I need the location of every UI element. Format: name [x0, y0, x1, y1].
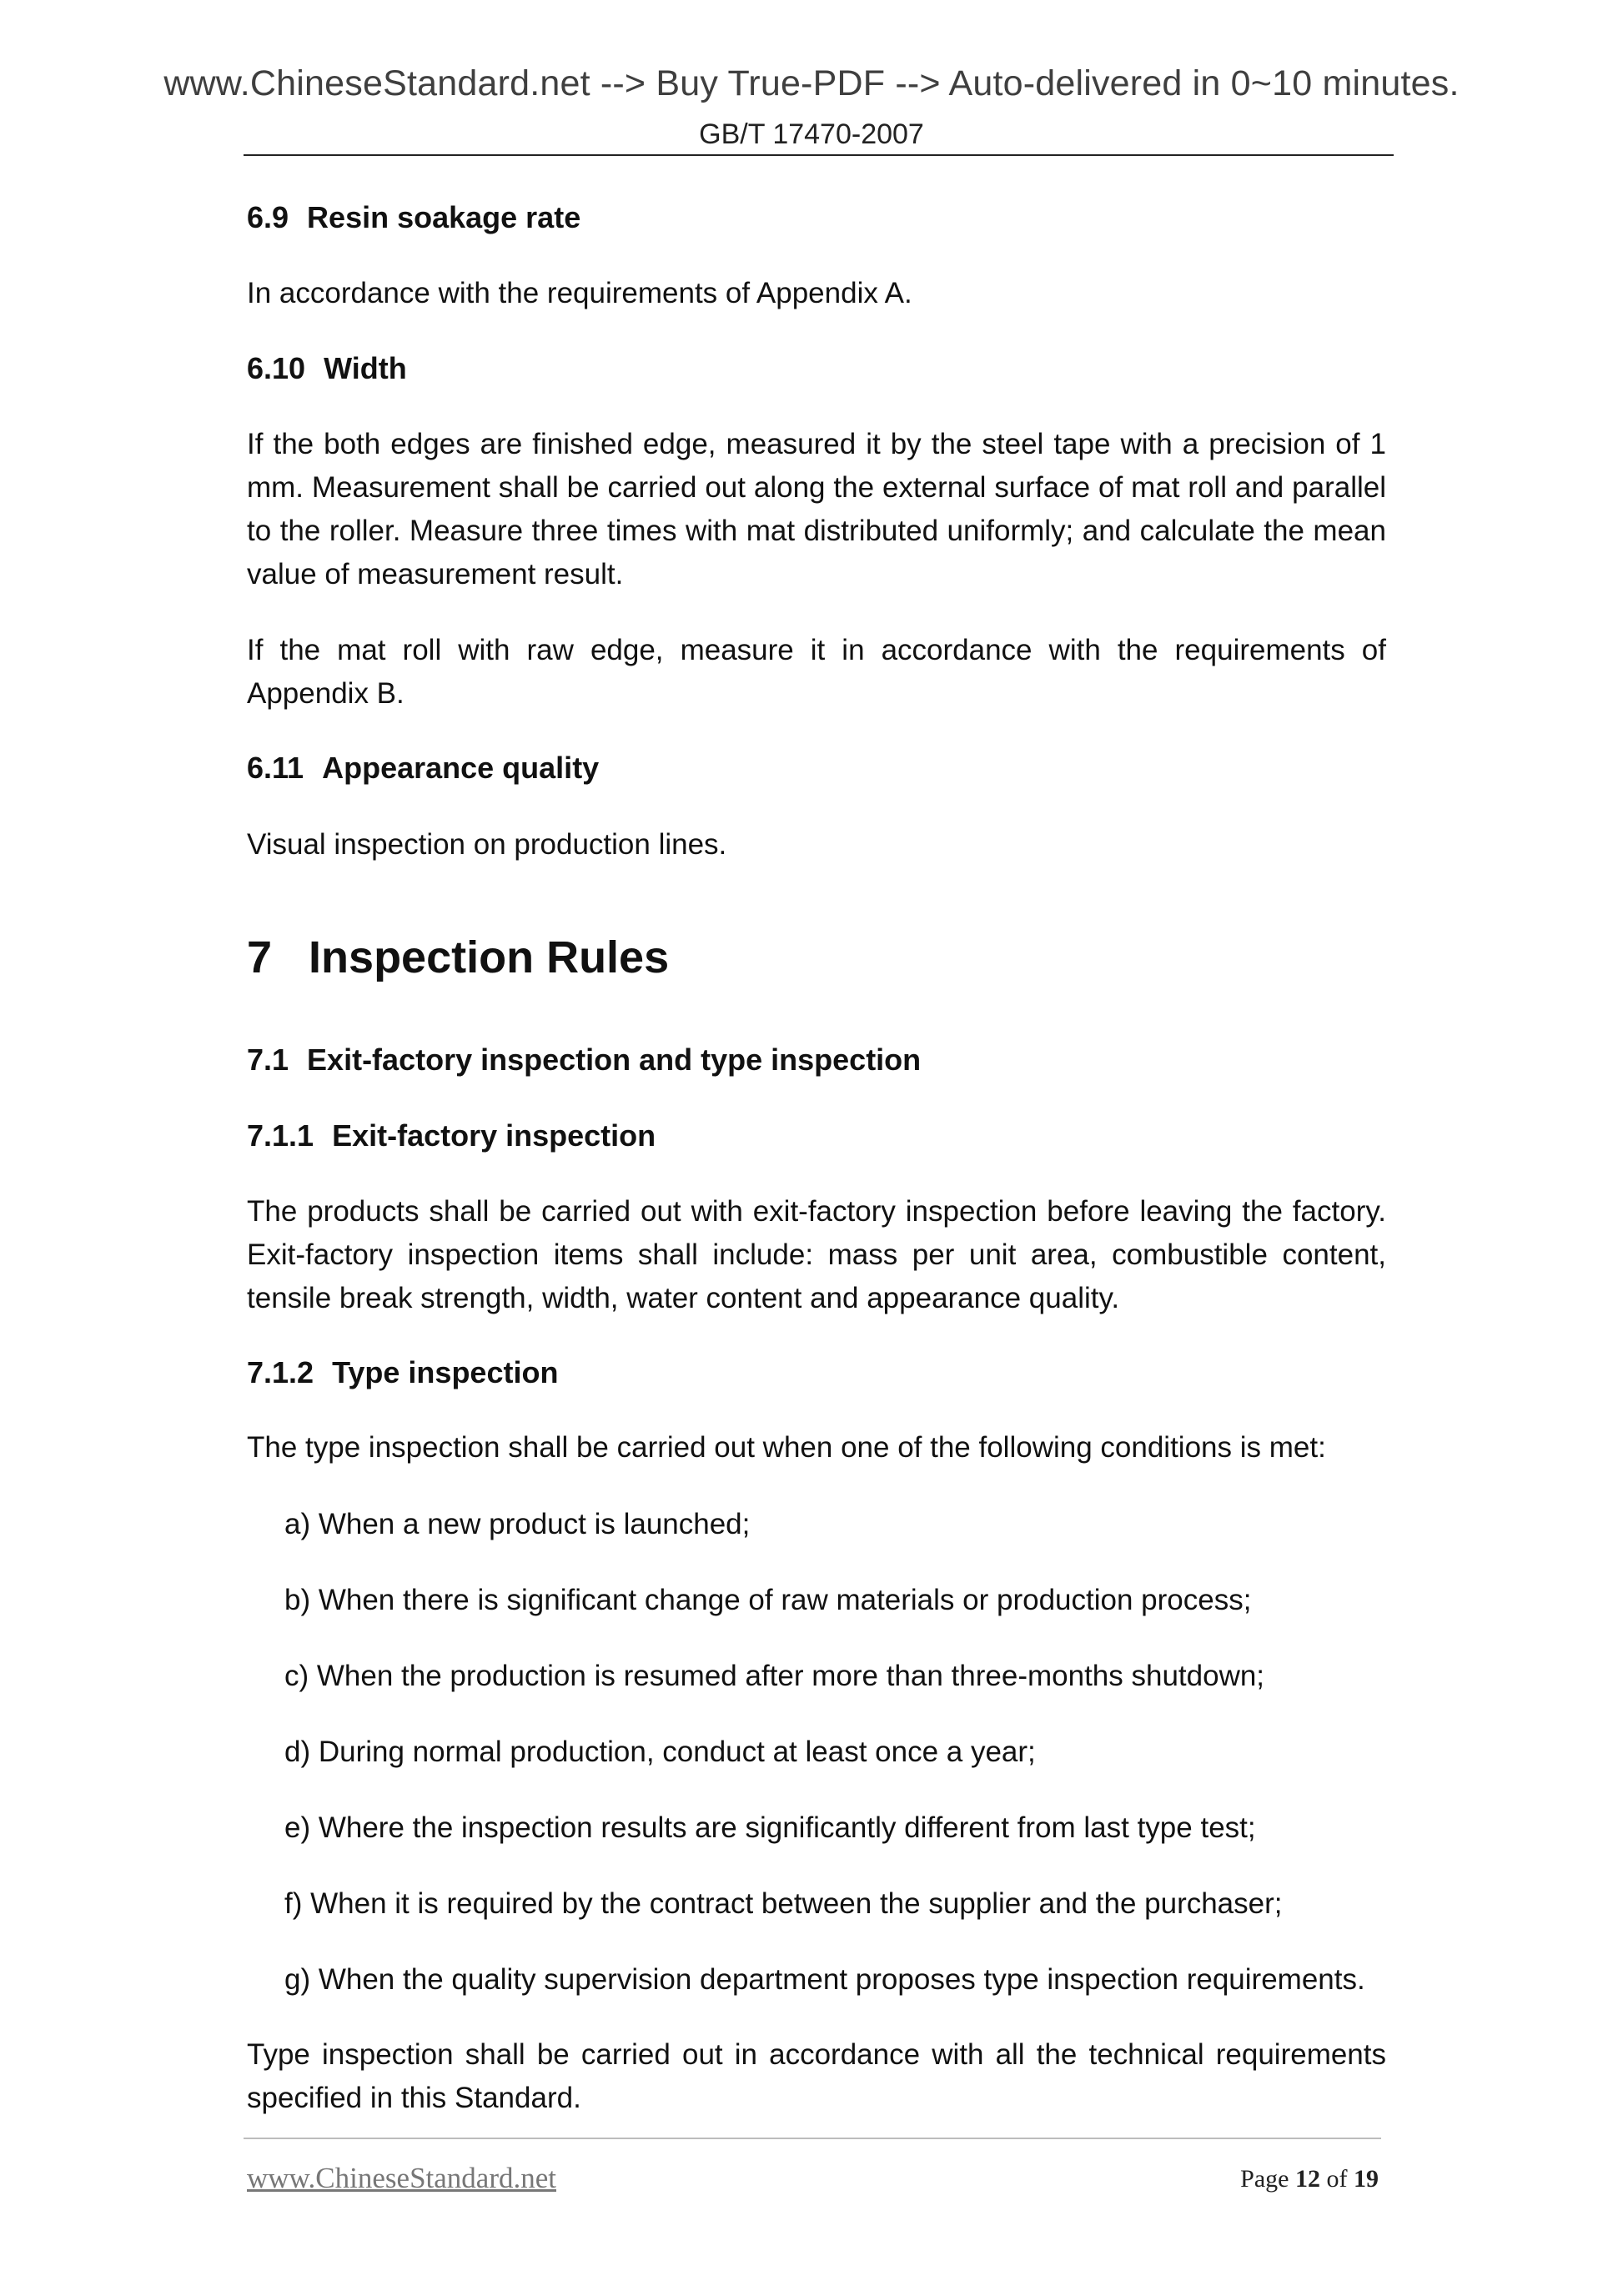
page-current: 12 [1295, 2165, 1320, 2193]
section-title: Exit-factory inspection and type inspection [307, 1042, 922, 1077]
list-item: d) During normal production, conduct at least once a year; [284, 1736, 1036, 1768]
section-title: Width [324, 351, 407, 385]
section-number: 6.10 [247, 351, 306, 385]
heading-6-11 [247, 751, 599, 786]
list-item: b) When there is significant change of raw materials or production process; [284, 1584, 1252, 1616]
paragraph-6-10-b: If the mat roll with raw edge, measure it in accordance with the requirements of Appendix B. [247, 634, 1386, 710]
heading-6-10 [247, 351, 407, 386]
section-number: 7.1.2 [247, 1355, 314, 1389]
heading-6-9 [247, 200, 580, 235]
section-number: 7.1 [247, 1042, 289, 1077]
section-title: Appearance quality [322, 751, 600, 785]
footer-divider [244, 2138, 1381, 2139]
page-total: 19 [1354, 2165, 1379, 2193]
chapter-title: Inspection Rules [309, 932, 670, 982]
chapter-heading-7 [247, 932, 669, 983]
list-item: c) When the production is resumed after more than three-months shutdown; [284, 1660, 1265, 1692]
promo-banner[interactable]: www.ChineseStandard.net --> Buy True-PDF --> Auto-delivered in 0~10 minutes. [163, 63, 1460, 103]
heading-7-1-1 [247, 1118, 656, 1153]
list-item: f) When it is required by the contract between the supplier and the purchaser; [284, 1887, 1283, 1920]
paragraph-7-1-2-closing: Type inspection shall be carried out in accordance with all the technical requirements specified in this Standard. [247, 2038, 1386, 2114]
footer-site-link[interactable]: www.ChineseStandard.net [247, 2162, 556, 2194]
page-label: Page [1240, 2165, 1289, 2193]
paragraph-7-1-1: The products shall be carried out with exit-factory inspection before leaving the factory. Exit-factory inspection items shall include: mass per unit area, combustible content, tensile break strength, width, water content and appearance quality. [247, 1195, 1386, 1314]
section-title: Type inspection [332, 1355, 559, 1389]
list-item: a) When a new product is launched; [284, 1508, 751, 1540]
paragraph-7-1-2-intro: The type inspection shall be carried out when one of the following conditions is met: [247, 1431, 1326, 1464]
chapter-number: 7 [247, 932, 273, 982]
section-number: 6.11 [247, 751, 304, 785]
standard-code: GB/T 17470-2007 [699, 118, 924, 150]
list-item: e) Where the inspection results are significantly different from last type test; [284, 1811, 1256, 1844]
section-title: Exit-factory inspection [332, 1118, 656, 1153]
list-item: g) When the quality supervision department proposes type inspection requirements. [284, 1963, 1365, 1996]
section-number: 7.1.1 [247, 1118, 314, 1153]
section-title: Resin soakage rate [307, 200, 581, 234]
page-of: of [1326, 2165, 1348, 2193]
heading-7-1 [247, 1042, 921, 1078]
header-divider [244, 154, 1394, 156]
paragraph-6-11: Visual inspection on production lines. [247, 828, 727, 861]
page-number [1240, 2165, 1379, 2193]
paragraph-6-9: In accordance with the requirements of Appendix A. [247, 277, 912, 309]
heading-7-1-2 [247, 1355, 558, 1390]
paragraph-6-10-a: If the both edges are finished edge, measured it by the steel tape with a precision of 1 mm. Measurement shall be carried out along the external surface of mat roll and parallel to the roller. Measure three times with mat distributed uniformly; and calculate the mean value of measurement result. [247, 428, 1386, 590]
section-number: 6.9 [247, 200, 289, 234]
